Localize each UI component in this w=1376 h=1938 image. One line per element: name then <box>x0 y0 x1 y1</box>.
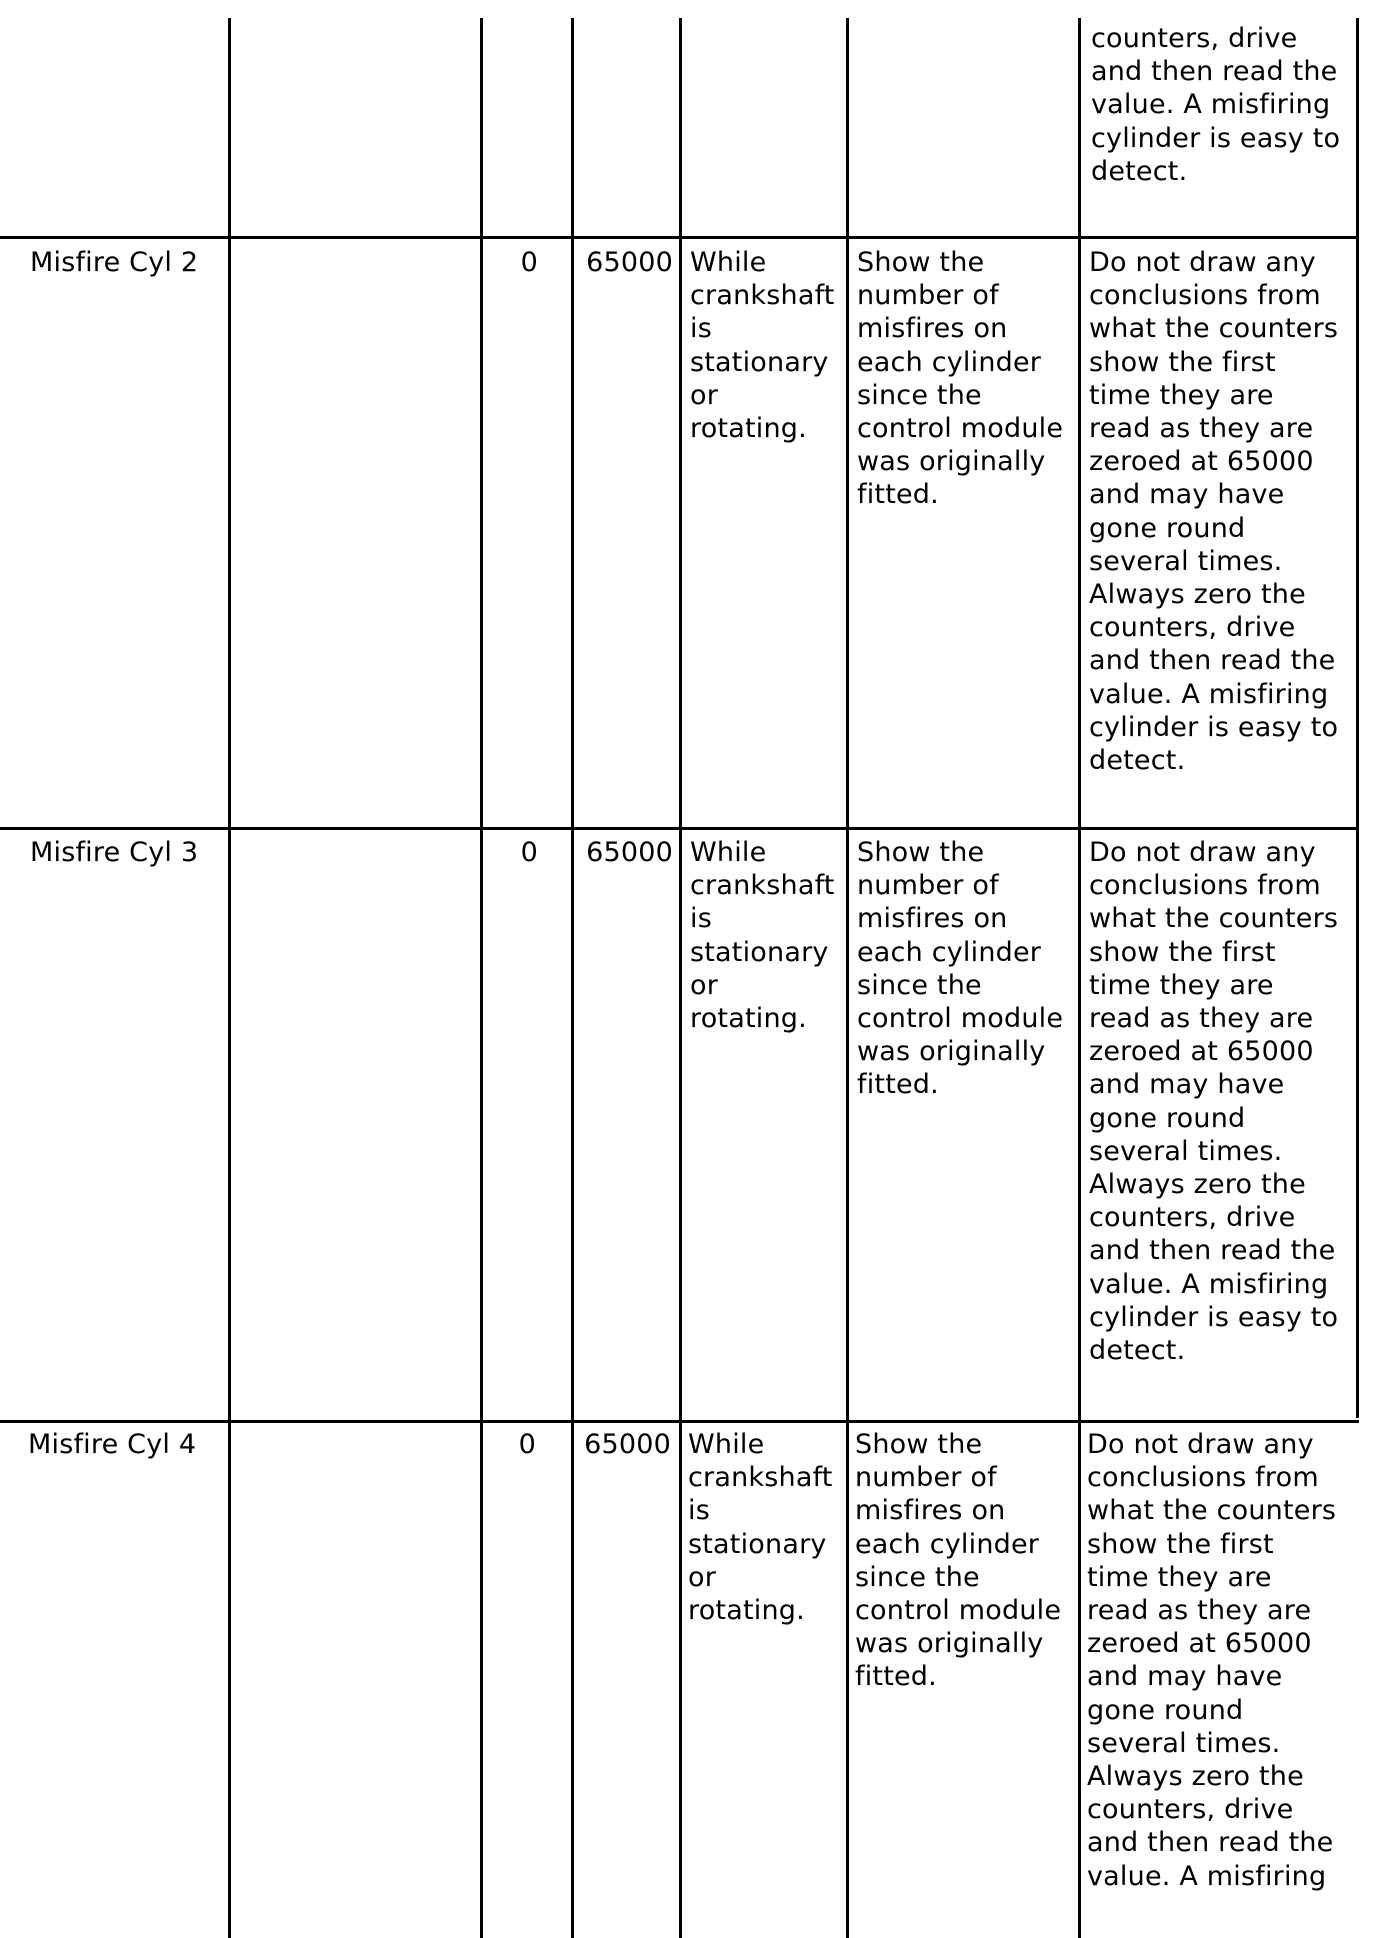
notes-line: value. A misfiring <box>1091 89 1331 121</box>
description-line: control module <box>857 1003 1064 1035</box>
notes-line: what the counters <box>1087 1495 1337 1527</box>
notes-line: show the first <box>1089 346 1276 378</box>
column-divider <box>679 18 682 1938</box>
condition-line: or <box>690 379 719 411</box>
description-line: number of <box>857 280 999 312</box>
notes-cell-continued <box>1091 22 1353 188</box>
condition-line: crankshaft <box>690 870 835 902</box>
min-value-cell: 0 <box>518 1429 536 1460</box>
notes-cell <box>1089 836 1355 1367</box>
condition-line: While <box>690 837 767 868</box>
notes-line: value. A misfiring <box>1089 678 1329 710</box>
column-divider <box>480 18 483 1938</box>
condition-line: While <box>690 247 767 278</box>
condition-line: or <box>688 1561 717 1593</box>
notes-line: conclusions from <box>1089 280 1321 312</box>
notes-line: counters, drive <box>1089 1202 1296 1234</box>
description-line: misfires on <box>857 903 1008 935</box>
notes-line: gone round <box>1089 1102 1246 1134</box>
notes-line: what the counters <box>1089 313 1339 345</box>
notes-line: cylinder is easy to <box>1089 1301 1339 1333</box>
notes-line: read as they are <box>1087 1595 1312 1627</box>
notes-line: counters, drive <box>1091 23 1298 54</box>
parameter-name-cell: Misfire Cyl 3 <box>30 837 199 868</box>
description-line: fitted. <box>855 1661 937 1693</box>
condition-line: is <box>690 313 712 345</box>
condition-line: rotating. <box>690 413 807 445</box>
notes-line: several times. <box>1087 1727 1281 1759</box>
notes-line: cylinder is easy to <box>1089 711 1339 743</box>
description-cell <box>855 1428 1075 1694</box>
column-divider <box>571 18 574 1938</box>
notes-line: and then read the <box>1087 1827 1334 1859</box>
condition-line: While <box>688 1429 765 1460</box>
condition-line: rotating. <box>688 1595 805 1627</box>
notes-line: gone round <box>1089 512 1246 544</box>
description-line: since the <box>857 379 982 411</box>
notes-line: value. A misfiring <box>1087 1860 1327 1892</box>
description-line: control module <box>855 1595 1062 1627</box>
condition-cell <box>688 1428 843 1627</box>
min-value-cell: 0 <box>520 837 538 868</box>
notes-line: and may have <box>1087 1661 1283 1693</box>
notes-line: counters, drive <box>1089 612 1296 644</box>
notes-line: time they are <box>1087 1561 1272 1593</box>
notes-line: and may have <box>1089 479 1285 511</box>
notes-line: gone round <box>1087 1694 1244 1726</box>
description-line: since the <box>857 969 982 1001</box>
description-line: number of <box>855 1462 997 1494</box>
description-line: Show the <box>857 247 985 278</box>
description-line: misfires on <box>857 313 1008 345</box>
notes-line: detect. <box>1089 745 1186 777</box>
condition-line: stationary <box>690 346 829 378</box>
row-divider <box>0 236 1359 239</box>
description-line: fitted. <box>857 479 939 511</box>
notes-line: show the first <box>1087 1528 1274 1560</box>
description-line: fitted. <box>857 1069 939 1101</box>
notes-line: Always zero the <box>1087 1761 1304 1793</box>
notes-line: several times. <box>1089 545 1283 577</box>
max-value-cell: 65000 <box>584 1429 671 1460</box>
description-line: each cylinder <box>857 936 1042 968</box>
notes-line: cylinder is easy to <box>1091 122 1341 154</box>
notes-line: time they are <box>1089 969 1274 1001</box>
description-line: since the <box>855 1561 980 1593</box>
notes-line: read as they are <box>1089 1003 1314 1035</box>
notes-cell <box>1087 1428 1353 1893</box>
notes-line: zeroed at 65000 <box>1089 1036 1314 1068</box>
condition-cell <box>690 246 845 445</box>
max-value-cell: 65000 <box>586 837 673 868</box>
column-divider <box>228 18 231 1938</box>
column-divider <box>1078 18 1081 1938</box>
row-divider <box>0 1420 1359 1423</box>
notes-line: and then read the <box>1089 645 1336 677</box>
notes-line: show the first <box>1089 936 1276 968</box>
description-line: control module <box>857 413 1064 445</box>
notes-line: counters, drive <box>1087 1794 1294 1826</box>
max-value-cell: 65000 <box>586 247 673 278</box>
row-divider <box>0 827 1359 830</box>
notes-line: Always zero the <box>1089 579 1306 611</box>
condition-line: is <box>688 1495 710 1527</box>
column-divider <box>846 18 849 1938</box>
column-divider <box>1356 18 1359 1418</box>
notes-line: Do not draw any <box>1087 1429 1314 1460</box>
condition-line: is <box>690 903 712 935</box>
description-line: was originally <box>855 1628 1044 1660</box>
notes-line: Do not draw any <box>1089 247 1316 278</box>
description-line: was originally <box>857 446 1046 478</box>
parameter-name-cell: Misfire Cyl 4 <box>28 1429 197 1460</box>
notes-line: detect. <box>1091 155 1188 187</box>
notes-line: and may have <box>1089 1069 1285 1101</box>
notes-cell <box>1089 246 1355 777</box>
notes-line: value. A misfiring <box>1089 1268 1329 1300</box>
description-cell <box>857 836 1077 1102</box>
description-line: misfires on <box>855 1495 1006 1527</box>
min-value-cell: 0 <box>520 247 538 278</box>
notes-line: several times. <box>1089 1135 1283 1167</box>
notes-line: conclusions from <box>1087 1462 1319 1494</box>
description-line: each cylinder <box>855 1528 1040 1560</box>
description-line: Show the <box>857 837 985 868</box>
condition-line: stationary <box>690 936 829 968</box>
parameter-name-cell: Misfire Cyl 2 <box>30 247 199 278</box>
notes-line: what the counters <box>1089 903 1339 935</box>
condition-line: or <box>690 969 719 1001</box>
notes-line: detect. <box>1089 1335 1186 1367</box>
notes-line: time they are <box>1089 379 1274 411</box>
notes-line: Always zero the <box>1089 1169 1306 1201</box>
notes-line: zeroed at 65000 <box>1089 446 1314 478</box>
description-cell <box>857 246 1077 512</box>
notes-line: zeroed at 65000 <box>1087 1628 1312 1660</box>
description-line: number of <box>857 870 999 902</box>
notes-line: read as they are <box>1089 413 1314 445</box>
description-line: Show the <box>855 1429 983 1460</box>
description-line: each cylinder <box>857 346 1042 378</box>
condition-line: crankshaft <box>688 1462 833 1494</box>
condition-cell <box>690 836 845 1035</box>
notes-line: Do not draw any <box>1089 837 1316 868</box>
condition-line: rotating. <box>690 1003 807 1035</box>
notes-line: and then read the <box>1089 1235 1336 1267</box>
condition-line: stationary <box>688 1528 827 1560</box>
notes-line: conclusions from <box>1089 870 1321 902</box>
description-line: was originally <box>857 1036 1046 1068</box>
notes-line: and then read the <box>1091 56 1338 88</box>
condition-line: crankshaft <box>690 280 835 312</box>
